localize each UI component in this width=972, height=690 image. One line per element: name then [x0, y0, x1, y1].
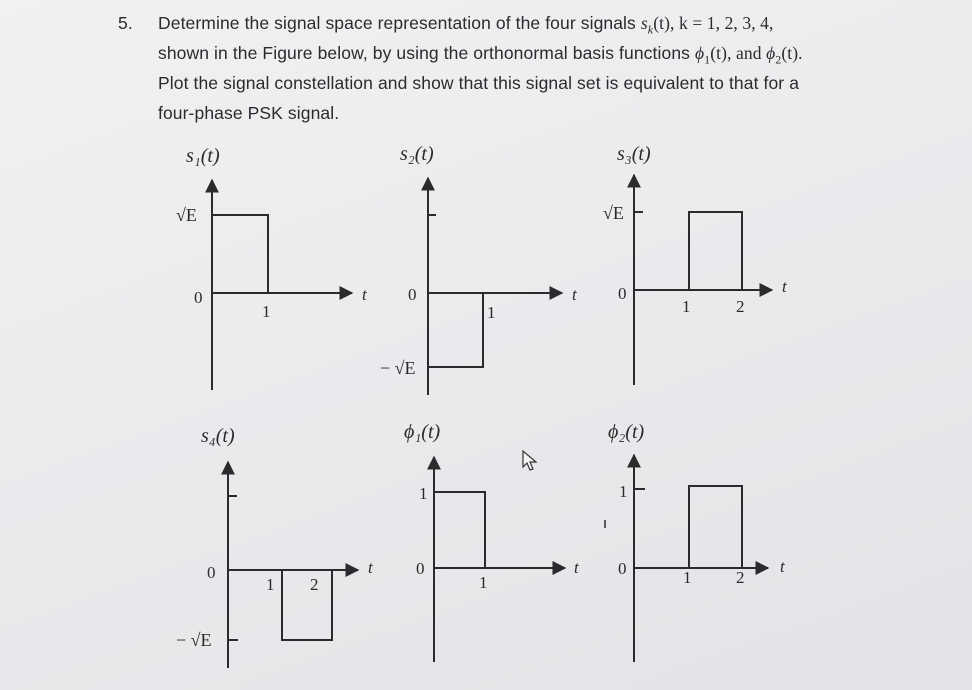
phi1-t1-label: 1	[479, 573, 488, 592]
phi2-t-axis-label: t	[780, 557, 785, 576]
question-number: 5.	[118, 13, 133, 33]
s3-t1-label: 1	[682, 297, 691, 316]
question-line-1-tail: (t), k = 1, 2, 3, 4,	[653, 13, 774, 33]
question-line-2-mid: (t), and	[710, 43, 767, 63]
s3-t-axis-label: t	[782, 277, 787, 296]
s2-title: s₂(t)	[400, 143, 434, 165]
s2-t-axis-label: t	[572, 285, 577, 304]
question-line-4: four-phase PSK signal.	[158, 103, 340, 123]
s1-title: s₁(t)	[186, 145, 220, 167]
s3-zero-label: 0	[618, 284, 627, 303]
s3-waveform	[689, 212, 742, 290]
phi1-t-axis-label: t	[574, 558, 579, 577]
s3-t2-label: 2	[736, 297, 745, 316]
s4-t1-label: 1	[266, 575, 275, 594]
phi2-subscript: 2	[775, 52, 782, 67]
phi2-t2-label: 2	[736, 568, 745, 587]
s1-amplitude-label: √E	[176, 205, 197, 225]
question-line-2-text: shown in the Figure below, by using the orthonormal basis functions	[158, 43, 695, 63]
plot-s1	[212, 180, 352, 390]
s2-t1-label: 1	[487, 303, 496, 322]
phi2-waveform	[689, 486, 742, 568]
s4-t-axis-label: t	[368, 558, 373, 577]
signal-symbol: s	[640, 13, 648, 33]
s2-zero-label: 0	[408, 285, 417, 304]
s4-amplitude-label: − √E	[176, 630, 212, 650]
signal-subscript: k	[647, 22, 654, 37]
question-line-1-text: Determine the signal space representation of the four signals	[158, 13, 641, 33]
s4-title: s₄(t)	[201, 425, 235, 447]
plot-s2	[428, 178, 562, 395]
phi2-amplitude-label: 1	[619, 482, 628, 501]
s4-waveform	[282, 570, 332, 640]
s3-title: s₃(t)	[617, 143, 651, 165]
s4-zero-label: 0	[207, 563, 216, 582]
phi1-zero-label: 0	[416, 559, 425, 578]
phi2-symbol: ϕ	[766, 43, 776, 63]
s1-waveform	[212, 215, 268, 293]
phi1-amplitude-label: 1	[419, 484, 428, 503]
phi2-t1-label: 1	[683, 568, 692, 587]
s2-amplitude-label: − √E	[380, 358, 416, 378]
mouse-cursor-icon	[523, 451, 536, 470]
plot-phi2	[634, 455, 768, 662]
phi2-zero-label: 0	[618, 559, 627, 578]
phi1-subscript: 1	[704, 52, 711, 67]
phi1-symbol: ϕ	[694, 43, 705, 63]
s4-t2-label: 2	[310, 575, 319, 594]
plot-s3	[634, 175, 772, 385]
question-line-3: Plot the signal constellation and show that this signal set is equivalent to that for a	[158, 73, 800, 93]
s2-waveform	[428, 293, 483, 367]
s3-amplitude-label: √E	[603, 203, 624, 223]
phi2-title: ϕ₂(t)	[608, 421, 645, 443]
phi1-waveform	[434, 492, 485, 568]
plot-phi1	[434, 457, 565, 662]
question-line-2-tail: (t).	[781, 43, 803, 63]
phi1-title: ϕ₁(t)	[404, 421, 441, 443]
s1-t-axis-label: t	[362, 285, 367, 304]
s1-zero-label: 0	[194, 288, 203, 307]
s1-t1-label: 1	[262, 302, 271, 321]
plot-s4	[228, 462, 358, 668]
